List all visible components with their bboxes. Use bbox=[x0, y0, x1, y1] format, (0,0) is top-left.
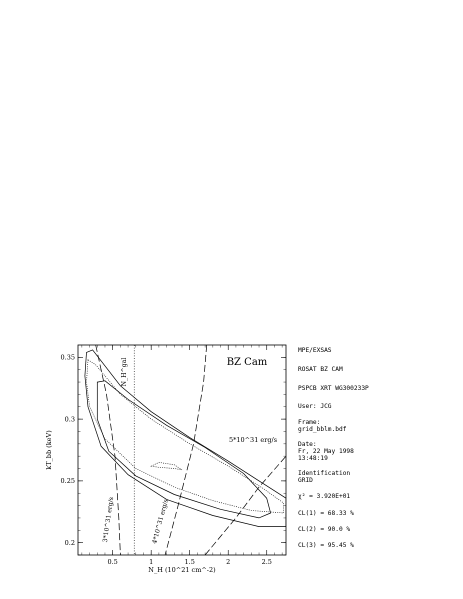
y-tick-label: 0.2 bbox=[64, 538, 75, 547]
luminosity-label-1: 3*10^31 erg/s bbox=[101, 496, 116, 543]
info-date-label: Date: bbox=[298, 441, 317, 448]
info-system: MPE/EXSAS bbox=[298, 347, 332, 354]
luminosity-curve-3 bbox=[205, 456, 286, 555]
info-frame-label: Frame: bbox=[298, 419, 321, 426]
info-cl2: CL(2) = 90.0 % bbox=[298, 526, 351, 533]
info-chi2: χ² = 3.920E+01 bbox=[298, 493, 351, 500]
x-tick-label: 2.5 bbox=[261, 558, 272, 566]
info-target: ROSAT BZ CAM bbox=[298, 366, 343, 373]
info-user: User: JCG bbox=[298, 403, 332, 410]
info-ident-value: GRID bbox=[298, 477, 313, 484]
info-time-value: 13:48:19 bbox=[298, 455, 328, 462]
x-tick-label: 2 bbox=[226, 558, 231, 566]
x-tick-label: 0.5 bbox=[107, 558, 118, 566]
x-tick-label: 1.5 bbox=[184, 558, 195, 566]
y-tick-label: 0.3 bbox=[64, 415, 75, 424]
confidence-contour-1 bbox=[151, 462, 182, 469]
info-date-value: Fr, 22 May 1998 bbox=[298, 448, 354, 455]
y-tick-label: 0.35 bbox=[60, 353, 75, 362]
x-tick-label: 1 bbox=[149, 558, 154, 566]
info-instrument: PSPCB XRT WG300233P bbox=[298, 385, 369, 392]
y-axis-label: kT_bb (keV) bbox=[45, 430, 53, 470]
confidence-contour-4 bbox=[97, 381, 270, 518]
reference-line-label: N_H^gal bbox=[121, 357, 128, 387]
info-cl1: CL(1) = 68.33 % bbox=[298, 510, 354, 517]
chart-title: BZ Cam bbox=[226, 357, 268, 368]
info-ident-label: Identification bbox=[298, 470, 351, 477]
y-tick-label: 0.25 bbox=[60, 477, 75, 486]
luminosity-label-2: 4*10^31 erg/s bbox=[151, 498, 170, 545]
luminosity-label-3: 5*10^31 erg/s bbox=[228, 436, 278, 444]
info-cl3: CL(3) = 95.45 % bbox=[298, 542, 354, 549]
x-axis-label: N_H (10^21 cm^-2) bbox=[148, 566, 216, 574]
info-frame-value: grid_bblm.bdf bbox=[298, 426, 347, 433]
